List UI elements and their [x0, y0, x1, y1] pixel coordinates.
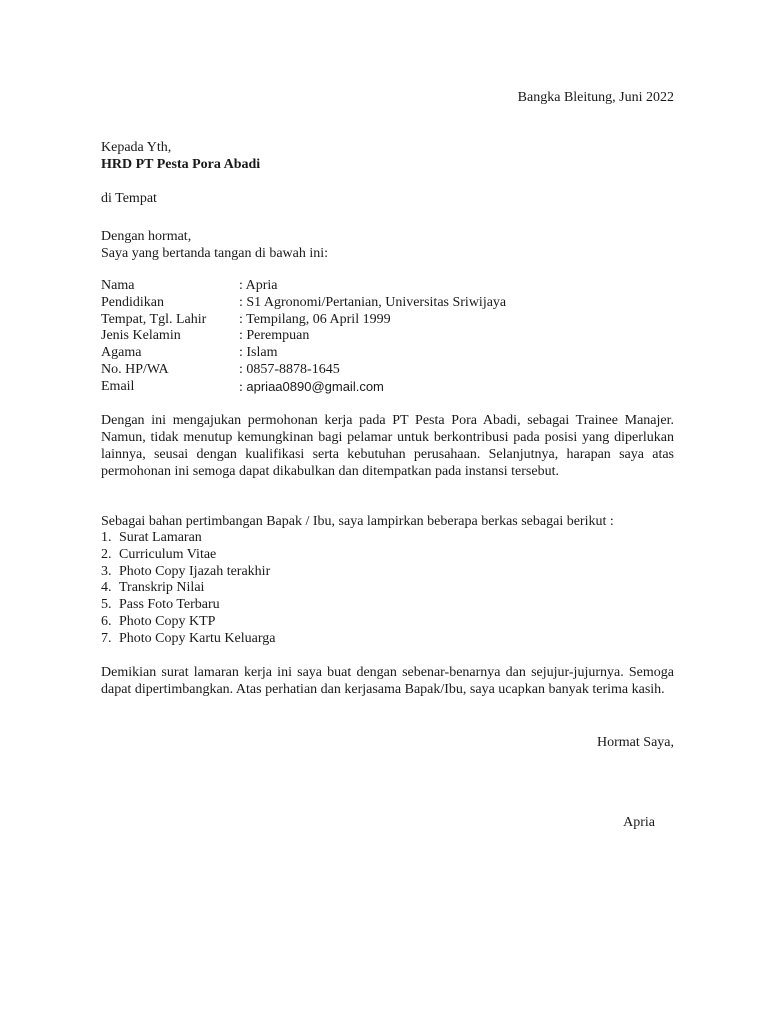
- list-text: Photo Copy Ijazah terakhir: [119, 563, 271, 579]
- list-text: Photo Copy KTP: [119, 613, 216, 629]
- detail-value: [239, 379, 384, 396]
- list-item: [101, 547, 674, 564]
- list-item: [101, 631, 674, 648]
- list-text: Curriculum Vitae: [119, 546, 217, 562]
- detail-label: No. HP/WA: [101, 361, 169, 377]
- detail-row-jenis-kelamin: [101, 328, 674, 345]
- recipient-block: [101, 139, 260, 173]
- detail-row-agama: [101, 345, 674, 362]
- detail-row-tempat-lahir: [101, 312, 674, 329]
- detail-row-pendidikan: [101, 295, 674, 312]
- attachments-list: [101, 530, 674, 648]
- application-paragraph: Dengan ini mengajukan permohonan kerja pada PT Pesta Pora Abadi, sebagai Trainee Manajer. Namun, tidak menutup kemungkinan bagi pelamar untuk berkontribusi pada posisi yang diperlukan lainnya, seusai dengan kualifikasi serta kebutuhan perusahaan. Selanjutnya, harapan saya atas permohonan ini semoga dapat dikabulkan dan ditempatkan pada instansi tersebut.: [101, 413, 674, 479]
- signature-name: Apria: [623, 815, 655, 830]
- greeting: Dengan hormat,: [101, 229, 192, 244]
- list-item: [101, 614, 674, 631]
- detail-value: : S1 Agronomi/Pertanian, Universitas Sriwijaya: [239, 294, 507, 310]
- list-text: Pass Foto Terbaru: [119, 597, 220, 613]
- list-number: 4.: [101, 580, 112, 596]
- detail-row-nama: [101, 278, 674, 295]
- list-number: 3.: [101, 563, 112, 579]
- list-text: Photo Copy Kartu Keluarga: [119, 630, 276, 646]
- attachments-block: [101, 513, 674, 648]
- detail-label: Pendidikan: [101, 294, 164, 310]
- intro-line: Saya yang bertanda tangan di bawah ini:: [101, 246, 329, 261]
- applicant-details: [101, 278, 674, 396]
- recipient-company: HRD PT Pesta Pora Abadi: [101, 157, 261, 172]
- detail-label: Email: [101, 378, 135, 394]
- detail-value: : 0857-8878-1645: [239, 361, 340, 377]
- closing-paragraph: Demikian surat lamaran kerja ini saya buat dengan sebenar-benarnya dan sejujur-jujurnya. Semoga dapat dipertimbangkan. Atas perhatian dan kerjasama Bapak/Ibu, saya ucapkan banyak terima kasih.: [101, 665, 674, 697]
- detail-value: : Apria: [239, 278, 278, 293]
- detail-row-email: [101, 379, 674, 396]
- list-number: 6.: [101, 613, 112, 629]
- email-prefix: :: [239, 379, 247, 395]
- opening-block: [101, 228, 328, 262]
- detail-value: : Tempilang, 06 April 1999: [239, 311, 391, 327]
- list-text: Transkrip Nilai: [119, 580, 205, 596]
- closing-regards: Hormat Saya,: [597, 735, 674, 750]
- detail-value: : Perempuan: [239, 328, 310, 344]
- list-item: [101, 597, 674, 614]
- email-address: apriaa0890@gmail.com: [246, 378, 384, 394]
- list-item: [101, 580, 674, 597]
- detail-label: Nama: [101, 278, 135, 293]
- detail-row-phone: [101, 362, 674, 379]
- list-number: 1.: [101, 530, 112, 545]
- list-number: 5.: [101, 597, 112, 613]
- detail-label: Tempat, Tgl. Lahir: [101, 311, 207, 327]
- list-item: [101, 530, 674, 547]
- date-line: Bangka Bleitung, Juni 2022: [517, 90, 674, 105]
- list-number: 2.: [101, 546, 112, 562]
- detail-label: Jenis Kelamin: [101, 328, 181, 344]
- detail-value: : Islam: [239, 345, 278, 361]
- list-item: [101, 564, 674, 581]
- letter-page: [101, 0, 674, 1024]
- recipient-place: di Tempat: [101, 191, 157, 206]
- attachments-intro: Sebagai bahan pertimbangan Bapak / Ibu, saya lampirkan beberapa berkas sebagai berikut :: [101, 514, 614, 529]
- list-number: 7.: [101, 630, 112, 646]
- detail-label: Agama: [101, 345, 142, 361]
- recipient-salutation: Kepada Yth,: [101, 140, 172, 155]
- list-text: Surat Lamaran: [119, 530, 202, 545]
